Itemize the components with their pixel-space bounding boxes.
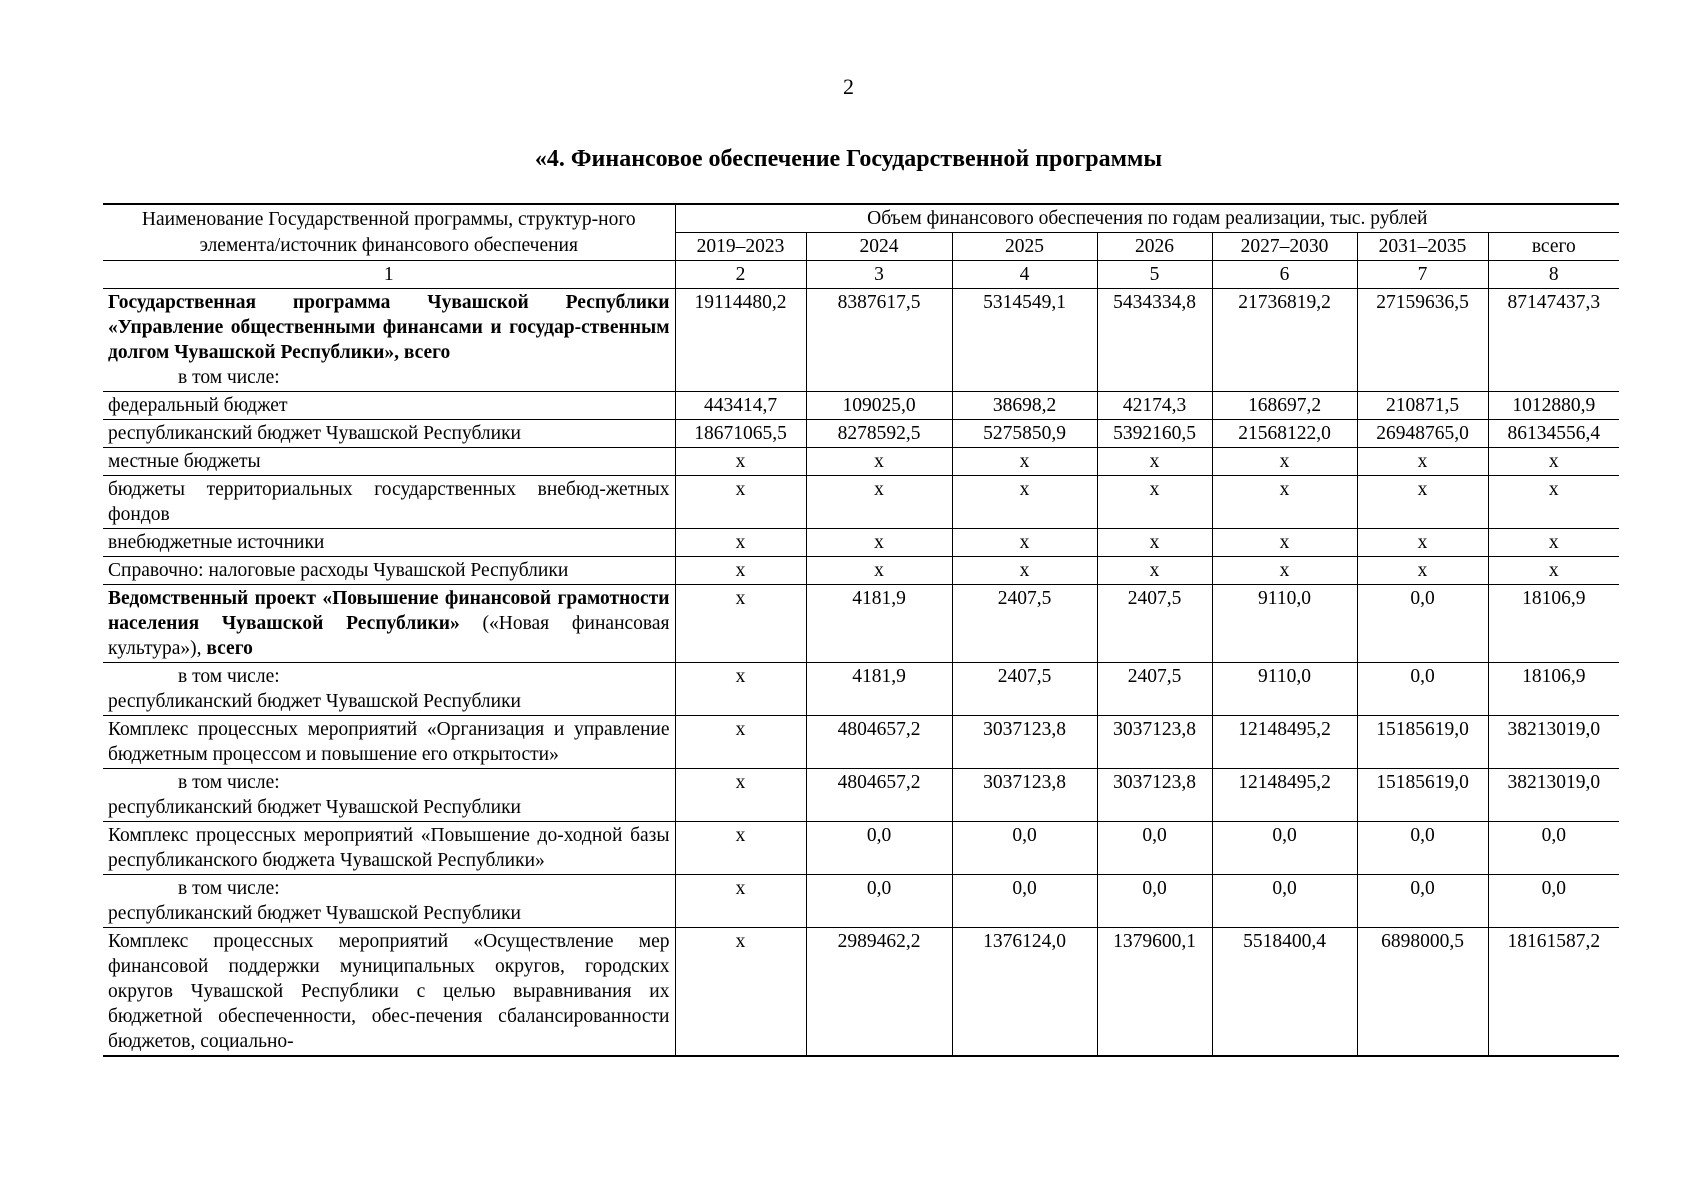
section-title: «4. Финансовое обеспечение Государственной программы <box>534 146 1163 172</box>
column-number: 1 <box>103 261 675 289</box>
value-cell: 1012880,9 <box>1488 392 1619 420</box>
value-cell: х <box>806 476 952 529</box>
value-cell: 0,0 <box>1212 875 1357 928</box>
column-number: 3 <box>806 261 952 289</box>
row-name: местные бюджеты <box>103 448 675 476</box>
value-cell: 38213019,0 <box>1488 716 1619 769</box>
table-row <box>103 769 1619 822</box>
value-cell: 8278592,5 <box>806 420 952 448</box>
value-cell: х <box>952 476 1097 529</box>
value-cell: х <box>1097 557 1212 585</box>
table-row <box>103 928 1619 1057</box>
value-cell: 0,0 <box>806 875 952 928</box>
value-cell: 210871,5 <box>1357 392 1488 420</box>
value-cell: х <box>806 448 952 476</box>
value-cell: 18161587,2 <box>1488 928 1619 1057</box>
value-cell: х <box>1357 529 1488 557</box>
value-cell: 5314549,1 <box>952 289 1097 392</box>
value-cell: х <box>1212 448 1357 476</box>
row-name: Комплекс процессных мероприятий «Организация и управление бюджетным процессом и повышение его открытости» <box>103 716 675 769</box>
row-name: Комплекс процессных мероприятий «Осуществление мер финансовой поддержки муниципальных округов, городских округов Чувашской Республики с целью выравнивания их бюджетной обеспеченности, обес-печения сбалансированности бюджетов, социально- <box>103 928 675 1057</box>
table-row <box>103 557 1619 585</box>
value-cell: х <box>675 585 806 663</box>
value-cell: 18106,9 <box>1488 585 1619 663</box>
row-note: в том числе: <box>178 666 280 687</box>
table-row <box>103 529 1619 557</box>
table-row <box>103 585 1619 663</box>
header-row-1 <box>103 204 1619 233</box>
value-cell: х <box>806 529 952 557</box>
value-cell: 38213019,0 <box>1488 769 1619 822</box>
value-cell: х <box>1357 448 1488 476</box>
row-name-cell <box>103 875 675 928</box>
row-name: республиканский бюджет Чувашской Республики <box>108 691 521 712</box>
value-cell: х <box>952 529 1097 557</box>
row-name-cell <box>103 289 675 392</box>
value-cell: 15185619,0 <box>1357 716 1488 769</box>
value-cell: х <box>1488 448 1619 476</box>
header-row-numbers <box>103 261 1619 289</box>
value-cell: 9110,0 <box>1212 663 1357 716</box>
header-period: 2024 <box>806 233 952 261</box>
value-cell: 0,0 <box>1357 875 1488 928</box>
value-cell: 0,0 <box>1212 822 1357 875</box>
value-cell: 42174,3 <box>1097 392 1212 420</box>
value-cell: х <box>1212 557 1357 585</box>
value-cell: 21568122,0 <box>1212 420 1357 448</box>
value-cell: х <box>1357 557 1488 585</box>
value-cell: х <box>952 557 1097 585</box>
value-cell: х <box>1488 557 1619 585</box>
value-cell: х <box>675 822 806 875</box>
value-cell: 5434334,8 <box>1097 289 1212 392</box>
row-name: Государственная программа Чувашской Республики «Управление общественными финансами и государ-ственным долгом Чувашской Республики», всего <box>108 292 670 363</box>
value-cell: 2407,5 <box>1097 663 1212 716</box>
value-cell: 26948765,0 <box>1357 420 1488 448</box>
value-cell: 12148495,2 <box>1212 716 1357 769</box>
value-cell: х <box>1097 448 1212 476</box>
value-cell: 5392160,5 <box>1097 420 1212 448</box>
header-period-total: всего <box>1488 233 1619 261</box>
value-cell: 1376124,0 <box>952 928 1097 1057</box>
value-cell: 5518400,4 <box>1212 928 1357 1057</box>
header-period: 2025 <box>952 233 1097 261</box>
table-row <box>103 289 1619 392</box>
row-name-cell <box>103 663 675 716</box>
value-cell: 109025,0 <box>806 392 952 420</box>
value-cell: х <box>1357 476 1488 529</box>
table-row <box>103 392 1619 420</box>
value-cell: 9110,0 <box>1212 585 1357 663</box>
value-cell: 168697,2 <box>1212 392 1357 420</box>
value-cell: 86134556,4 <box>1488 420 1619 448</box>
row-name-cell <box>103 585 675 663</box>
value-cell: 19114480,2 <box>675 289 806 392</box>
value-cell: 3037123,8 <box>952 769 1097 822</box>
value-cell: х <box>675 663 806 716</box>
column-number: 8 <box>1488 261 1619 289</box>
value-cell: 18671065,5 <box>675 420 806 448</box>
row-note: в том числе: <box>178 367 280 388</box>
row-name: федеральный бюджет <box>103 392 675 420</box>
row-name: республиканский бюджет Чувашской Республики <box>103 420 675 448</box>
table-row <box>103 448 1619 476</box>
table-row <box>103 476 1619 529</box>
column-number: 5 <box>1097 261 1212 289</box>
value-cell: 38698,2 <box>952 392 1097 420</box>
value-cell: 8387617,5 <box>806 289 952 392</box>
value-cell: 0,0 <box>1357 585 1488 663</box>
row-name: республиканский бюджет Чувашской Республики <box>108 797 521 818</box>
value-cell: 2407,5 <box>952 663 1097 716</box>
value-cell: 0,0 <box>1357 663 1488 716</box>
value-cell: 0,0 <box>1488 822 1619 875</box>
value-cell: 6898000,5 <box>1357 928 1488 1057</box>
value-cell: 0,0 <box>1357 822 1488 875</box>
value-cell: х <box>675 476 806 529</box>
row-name-cell <box>103 769 675 822</box>
row-name-tail: всего <box>206 638 253 659</box>
table-row <box>103 822 1619 875</box>
value-cell: 5275850,9 <box>952 420 1097 448</box>
value-cell: х <box>1212 476 1357 529</box>
value-cell: х <box>952 448 1097 476</box>
value-cell: х <box>806 557 952 585</box>
row-note: в том числе: <box>178 772 280 793</box>
value-cell: 0,0 <box>1097 875 1212 928</box>
table-row <box>103 420 1619 448</box>
value-cell: 21736819,2 <box>1212 289 1357 392</box>
value-cell: х <box>675 716 806 769</box>
value-cell: 0,0 <box>806 822 952 875</box>
value-cell: х <box>1097 476 1212 529</box>
value-cell: х <box>1097 529 1212 557</box>
row-name: бюджеты территориальных государственных внебюд-жетных фондов <box>103 476 675 529</box>
page-number: 2 <box>843 74 854 99</box>
row-name: Справочно: налоговые расходы Чувашской Республики <box>103 557 675 585</box>
column-number: 2 <box>675 261 806 289</box>
header-period: 2026 <box>1097 233 1212 261</box>
value-cell: х <box>675 928 806 1057</box>
financing-table <box>103 203 1619 1057</box>
row-name: внебюджетные источники <box>103 529 675 557</box>
header-name-column: Наименование Государственной программы, структур-ного элемента/источник финансового обеспечения <box>103 204 675 261</box>
row-note: в том числе: <box>178 878 280 899</box>
value-cell: 2407,5 <box>952 585 1097 663</box>
value-cell: х <box>675 769 806 822</box>
header-volume-group: Объем финансового обеспечения по годам реализации, тыс. рублей <box>675 204 1619 233</box>
value-cell: 87147437,3 <box>1488 289 1619 392</box>
table-row <box>103 875 1619 928</box>
value-cell: 1379600,1 <box>1097 928 1212 1057</box>
column-number: 4 <box>952 261 1097 289</box>
table-row <box>103 663 1619 716</box>
header-period: 2019–2023 <box>675 233 806 261</box>
value-cell: 4181,9 <box>806 585 952 663</box>
value-cell: 15185619,0 <box>1357 769 1488 822</box>
value-cell: 0,0 <box>952 822 1097 875</box>
value-cell: х <box>1212 529 1357 557</box>
value-cell: 18106,9 <box>1488 663 1619 716</box>
value-cell: 27159636,5 <box>1357 289 1488 392</box>
header-period: 2031–2035 <box>1357 233 1488 261</box>
value-cell: 4804657,2 <box>806 716 952 769</box>
row-name-normal: («Новая финансовая культура»), <box>108 613 670 659</box>
value-cell: 2407,5 <box>1097 585 1212 663</box>
value-cell: х <box>675 529 806 557</box>
row-name-bold: Ведомственный проект «Повышение финансовой грамотности населения Чувашской Республики» <box>108 588 670 634</box>
value-cell: 0,0 <box>952 875 1097 928</box>
row-name: Комплекс процессных мероприятий «Повышение до-ходной базы республиканского бюджета Чувашской Республики» <box>103 822 675 875</box>
value-cell: 4181,9 <box>806 663 952 716</box>
value-cell: 3037123,8 <box>952 716 1097 769</box>
value-cell: 443414,7 <box>675 392 806 420</box>
value-cell: х <box>1488 529 1619 557</box>
table-row <box>103 716 1619 769</box>
value-cell: 12148495,2 <box>1212 769 1357 822</box>
value-cell: 2989462,2 <box>806 928 952 1057</box>
value-cell: 3037123,8 <box>1097 716 1212 769</box>
value-cell: 0,0 <box>1488 875 1619 928</box>
column-number: 7 <box>1357 261 1488 289</box>
value-cell: 3037123,8 <box>1097 769 1212 822</box>
value-cell: х <box>675 875 806 928</box>
value-cell: х <box>1488 476 1619 529</box>
value-cell: х <box>675 557 806 585</box>
value-cell: 4804657,2 <box>806 769 952 822</box>
row-name: республиканский бюджет Чувашской Республики <box>108 903 521 924</box>
value-cell: 0,0 <box>1097 822 1212 875</box>
column-number: 6 <box>1212 261 1357 289</box>
value-cell: х <box>675 448 806 476</box>
header-period: 2027–2030 <box>1212 233 1357 261</box>
